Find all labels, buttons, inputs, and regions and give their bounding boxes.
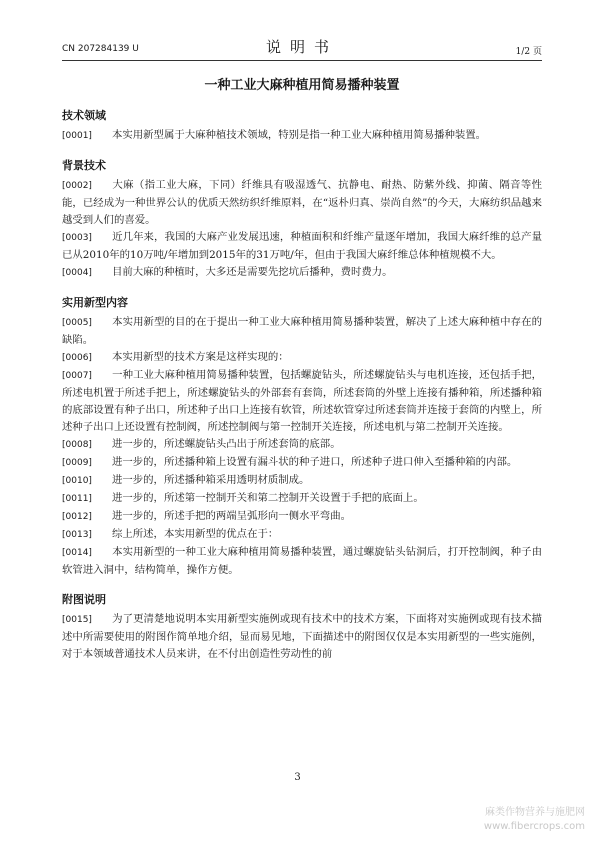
page-number: 3 (294, 772, 301, 783)
paragraph-number: [0004] (62, 268, 92, 278)
paragraph-text: 进一步的，所述播种箱采用透明材质制成。 (112, 474, 310, 486)
paragraph (62, 472, 542, 490)
paragraph-number: [0003] (62, 233, 92, 243)
section (62, 108, 542, 145)
paragraph (62, 436, 542, 454)
paragraph (62, 229, 542, 264)
document-type: 说明书 (265, 38, 338, 56)
paragraph-number: [0001] (62, 131, 92, 141)
section-spacer (62, 579, 542, 592)
paragraph-number: [0010] (62, 476, 92, 486)
paragraph-text: 进一步的，所述螺旋钻头凸出于所述套筒的底部。 (112, 438, 341, 450)
paragraph-text: 进一步的，所述手把的两端呈弧形向一侧水平弯曲。 (112, 510, 351, 522)
paragraph (62, 454, 542, 472)
page-header (62, 36, 542, 58)
document-body (62, 108, 542, 663)
paragraph (62, 314, 542, 349)
paragraph-text: 进一步的，所述第一控制开关和第二控制开关设置于手把的底面上。 (112, 492, 424, 504)
paragraph (62, 177, 542, 229)
paragraph (62, 544, 542, 579)
paragraph (62, 490, 542, 508)
paragraph-text: 本实用新型的一种工业大麻种植用简易播种装置，通过螺旋钻头钻洞后，打开控制阀，种子由软管进入洞中，结构简单，操作方便。 (62, 546, 542, 576)
paragraph-text: 近几年来，我国的大麻产业发展迅速，种植面积和纤维产量逐年增加，我国大麻纤维的总产量已从2010年的10万吨/年增加到2015年的31万吨/年，但由于我国大麻纤维总体种植规模不大。 (62, 231, 542, 261)
paragraph-number: [0013] (62, 530, 92, 540)
section (62, 158, 542, 282)
paragraph-number: [0015] (62, 615, 92, 625)
paragraph-text: 一种工业大麻种植用简易播种装置，包括螺旋钻头，所述螺旋钻头与电机连接，还包括手把，所述电机置于所述手把上，所述螺旋钻头的外部套有套筒，所述套筒的外壁上连接有播种箱，所述播种箱的底部设置有种子出口，所述种子出口上连接有软管，所述软管穿过所述套筒并连接于套筒的内壁上，所述种子出口上还设置有控制阀，所述控制阀与第一控制开关连接，所述电机与第二控制开关连接。 (62, 369, 542, 433)
page-indicator: 1/2 页 (515, 47, 542, 57)
paragraph-number: [0009] (62, 458, 92, 468)
paragraph (62, 508, 542, 526)
paragraph (62, 264, 542, 282)
section-heading: 实用新型内容 (62, 296, 128, 309)
paragraph-number: [0014] (62, 548, 92, 558)
paragraph-number: [0002] (62, 181, 92, 191)
paragraph-text: 进一步的，所述播种箱上设置有漏斗状的种子进口，所述种子进口伸入至播种箱的内部。 (112, 456, 518, 468)
paragraph-text: 综上所述，本实用新型的优点在于： (112, 528, 279, 540)
document-title: 一种工业大麻种植用简易播种装置 (204, 78, 400, 93)
paragraph (62, 611, 542, 663)
section (62, 295, 542, 579)
paragraph-text: 本实用新型属于大麻种植技术领域，特别是指一种工业大麻种植用简易播种装置。 (112, 129, 487, 141)
paragraph-number: [0008] (62, 440, 92, 450)
paragraph-text: 大麻（指工业大麻，下同）纤维具有吸湿透气、抗静电、耐热、防紫外线、抑菌、隔音等性能，已经成为一种世界公认的优质天然纺织纤维原料，在“返朴归真、崇尚自然”的今天，大麻纺织品越来越受到人们的喜爱。 (62, 179, 542, 226)
section-heading: 附图说明 (62, 593, 106, 606)
watermark-line1: 麻类作物营养与施肥网 (485, 807, 585, 818)
paragraph (62, 367, 542, 436)
paragraph-text: 为了更清楚地说明本实用新型实施例或现有技术中的技术方案，下面将对实施例或现有技术描述中所需要使用的附图作简单地介绍，显而易见地，下面描述中的附图仅仅是本实用新型的一些实施例，对于本领域普通技术人员来讲，在不付出创造性劳动性的前 (62, 613, 542, 660)
paragraph-text: 目前大麻的种植时，大多还是需要先挖坑后播种，费时费力。 (112, 266, 393, 278)
paragraph (62, 526, 542, 544)
paragraph-number: [0006] (62, 353, 92, 363)
section-heading: 背景技术 (62, 159, 106, 172)
header-divider (62, 60, 542, 61)
paragraph (62, 349, 542, 367)
paragraph-number: [0007] (62, 371, 92, 381)
paragraph-text: 本实用新型的技术方案是这样实现的： (112, 351, 289, 363)
watermark (484, 806, 585, 834)
paragraph-text: 本实用新型的目的在于提出一种工业大麻种植用简易播种装置，解决了上述大麻种植中存在的缺陷。 (62, 316, 542, 346)
section-spacer (62, 282, 542, 295)
section (62, 592, 542, 663)
paragraph-number: [0005] (62, 318, 92, 328)
paragraph-number: [0011] (62, 494, 92, 504)
paragraph-number: [0012] (62, 512, 92, 522)
paragraph (62, 127, 542, 145)
patent-number: CN 207284139 U (62, 44, 139, 54)
section-spacer (62, 145, 542, 158)
watermark-line2: www.fibercrops.com (483, 821, 585, 832)
section-heading: 技术领域 (62, 109, 106, 122)
